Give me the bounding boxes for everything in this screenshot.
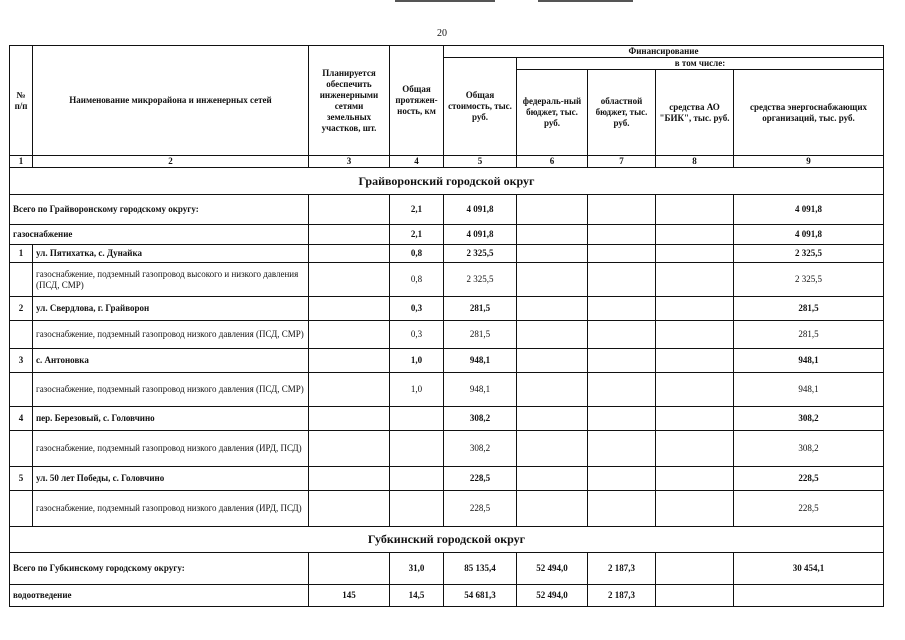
detail-cost: 948,1 <box>444 373 517 407</box>
item-detail: газоснабжение, подземный газопровод низкого давления (ПСД, СМР) <box>33 373 309 407</box>
detail-length: 0,8 <box>390 263 444 297</box>
detail-cost: 2 325,5 <box>444 263 517 297</box>
item-energy: 2 325,5 <box>734 245 884 263</box>
category-label: водоотведение <box>10 585 309 607</box>
item-number: 2 <box>10 297 33 321</box>
item-energy: 308,2 <box>734 407 884 431</box>
table-row <box>10 195 884 225</box>
category-cost: 54 681,3 <box>444 585 517 607</box>
column-numbers-row <box>10 156 884 168</box>
total-cost: 85 135,4 <box>444 553 517 585</box>
detail-cost: 281,5 <box>444 321 517 349</box>
category-regional: 2 187,3 <box>588 585 656 607</box>
item-detail: газоснабжение, подземный газопровод низкого давления (ИРД, ПСД) <box>33 491 309 527</box>
item-name: с. Антоновка <box>33 349 309 373</box>
header-name: Наименование микрорайона и инженерных сетей <box>33 46 309 156</box>
table-row <box>10 431 884 467</box>
category-energy: 4 091,8 <box>734 225 884 245</box>
header-including: в том числе: <box>517 58 884 70</box>
category-bik <box>656 585 734 607</box>
detail-length: 1,0 <box>390 373 444 407</box>
table-row <box>10 585 884 607</box>
column-number: 6 <box>517 156 588 168</box>
header-federal: федераль-ный бюджет, тыс. руб. <box>517 70 588 156</box>
category-label: газоснабжение <box>10 225 309 245</box>
category-length: 14,5 <box>390 585 444 607</box>
item-detail: газоснабжение, подземный газопровод низкого давления (ПСД, СМР) <box>33 321 309 349</box>
total-label: Всего по Губкинскому городскому округу: <box>10 553 309 585</box>
column-number: 3 <box>309 156 390 168</box>
item-name: пер. Березовый, с. Головчино <box>33 407 309 431</box>
detail-cost: 228,5 <box>444 491 517 527</box>
region-title: Грайворонский городской округ <box>10 168 884 195</box>
item-detail: газоснабжение, подземный газопровод высокого и низкого давления (ПСД, СМР) <box>33 263 309 297</box>
item-cost: 228,5 <box>444 467 517 491</box>
item-energy: 948,1 <box>734 349 884 373</box>
detail-energy: 2 325,5 <box>734 263 884 297</box>
item-energy: 228,5 <box>734 467 884 491</box>
item-name: ул. Пятихатка, с. Дунайка <box>33 245 309 263</box>
header-length: Общая протяжен-ность, км <box>390 46 444 156</box>
header-bik: средства АО "БИК", тыс. руб. <box>656 70 734 156</box>
total-label: Всего по Грайворонскому городскому округу: <box>10 195 309 225</box>
detail-length: 0,3 <box>390 321 444 349</box>
scan-mark <box>538 0 633 2</box>
table-row <box>10 349 884 373</box>
detail-length <box>390 491 444 527</box>
table-row <box>10 491 884 527</box>
total-length: 2,1 <box>390 195 444 225</box>
table-row <box>10 263 884 297</box>
item-number: 1 <box>10 245 33 263</box>
total-federal: 52 494,0 <box>517 553 588 585</box>
column-number: 8 <box>656 156 734 168</box>
table-row <box>10 553 884 585</box>
column-number: 5 <box>444 156 517 168</box>
item-number: 4 <box>10 407 33 431</box>
table-row <box>10 321 884 349</box>
category-federal: 52 494,0 <box>517 585 588 607</box>
detail-energy: 948,1 <box>734 373 884 407</box>
item-length: 0,8 <box>390 245 444 263</box>
column-number: 9 <box>734 156 884 168</box>
detail-energy: 281,5 <box>734 321 884 349</box>
table-row <box>10 407 884 431</box>
header-num: № п/п <box>10 46 33 156</box>
header-cost: Общая стоимость, тыс. руб. <box>444 58 517 156</box>
detail-length <box>390 431 444 467</box>
table-row <box>10 467 884 491</box>
financing-table <box>9 45 884 607</box>
table-row <box>10 245 884 263</box>
header-regional: областной бюджет, тыс. руб. <box>588 70 656 156</box>
item-energy: 281,5 <box>734 297 884 321</box>
item-detail: газоснабжение, подземный газопровод низкого давления (ИРД, ПСД) <box>33 431 309 467</box>
table-row <box>10 297 884 321</box>
column-number: 4 <box>390 156 444 168</box>
item-name: ул. Свердлова, г. Грайворон <box>33 297 309 321</box>
category-length: 2,1 <box>390 225 444 245</box>
header-financing: Финансирование <box>444 46 884 58</box>
detail-cost: 308,2 <box>444 431 517 467</box>
category-cost: 4 091,8 <box>444 225 517 245</box>
item-length <box>390 467 444 491</box>
header-energy: средства энергоснабжающих организаций, тыс. руб. <box>734 70 884 156</box>
item-cost: 2 325,5 <box>444 245 517 263</box>
table-row <box>10 373 884 407</box>
detail-energy: 308,2 <box>734 431 884 467</box>
item-cost: 281,5 <box>444 297 517 321</box>
table-row <box>10 225 884 245</box>
total-cost: 4 091,8 <box>444 195 517 225</box>
item-cost: 948,1 <box>444 349 517 373</box>
column-number: 2 <box>33 156 309 168</box>
total-bik <box>656 553 734 585</box>
total-energy: 30 454,1 <box>734 553 884 585</box>
detail-energy: 228,5 <box>734 491 884 527</box>
total-plots <box>309 553 390 585</box>
item-name: ул. 50 лет Победы, с. Головчино <box>33 467 309 491</box>
total-energy: 4 091,8 <box>734 195 884 225</box>
scan-mark <box>395 0 495 2</box>
item-length: 0,3 <box>390 297 444 321</box>
total-length: 31,0 <box>390 553 444 585</box>
category-plots: 145 <box>309 585 390 607</box>
item-cost: 308,2 <box>444 407 517 431</box>
category-energy <box>734 585 884 607</box>
item-length: 1,0 <box>390 349 444 373</box>
column-number: 7 <box>588 156 656 168</box>
page-number: 20 <box>437 28 447 39</box>
item-number: 3 <box>10 349 33 373</box>
item-number: 5 <box>10 467 33 491</box>
total-regional: 2 187,3 <box>588 553 656 585</box>
column-number: 1 <box>10 156 33 168</box>
region-title: Губкинский городской округ <box>10 527 884 553</box>
item-length <box>390 407 444 431</box>
header-plots: Планируется обеспечить инженерными сетями земельных участков, шт. <box>309 46 390 156</box>
